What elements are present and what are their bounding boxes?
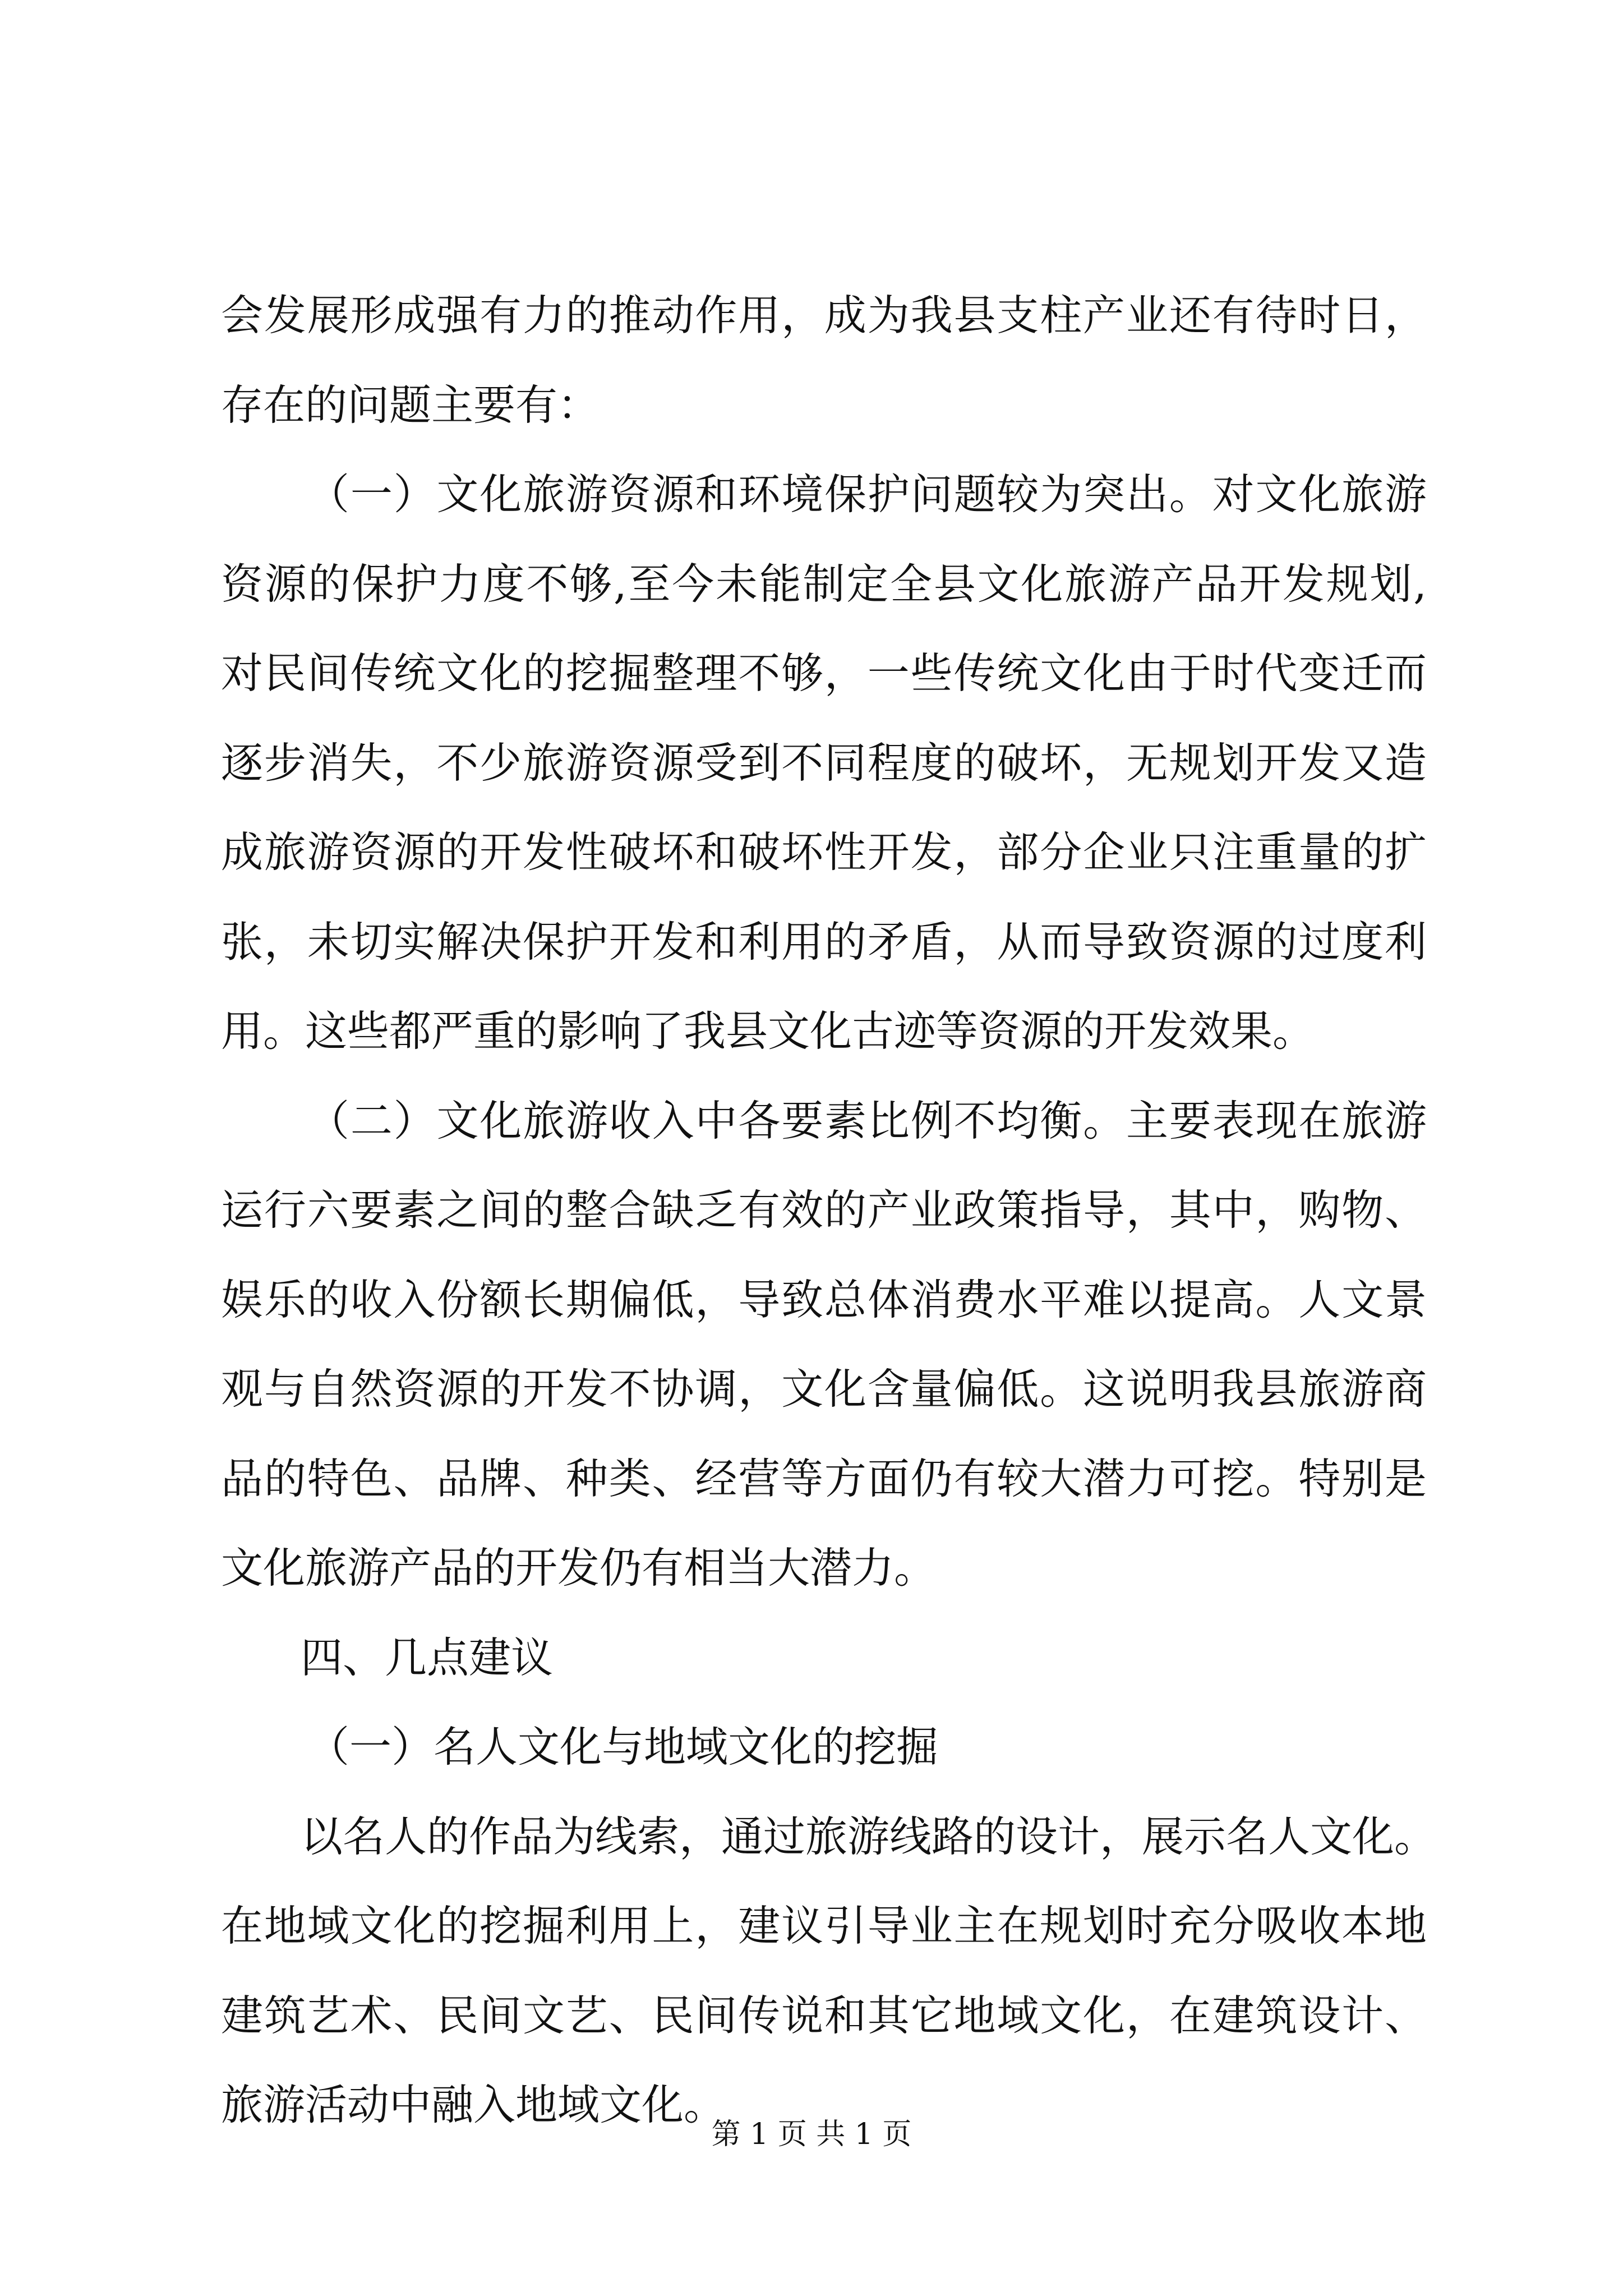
body-line: 娱乐的收入份额长期偏低，导致总体消费水平难以提高。人文景 [221, 1274, 1427, 1324]
body-line: 运行六要素之间的整合缺乏有效的产业政策指导，其中，购物、 [221, 1185, 1427, 1235]
body-line: 在地域文化的挖掘利用上，建议引导业主在规划时充分吸收本地 [221, 1901, 1427, 1950]
subsection-heading: （一）名人文化与地域文化的挖掘 [307, 1722, 939, 1772]
body-line: 建筑艺术、民间文艺、民间传说和其它地域文化，在建筑设计、 [221, 1990, 1427, 2040]
body-line: 存在的问题主要有： [221, 380, 600, 430]
body-line: 资源的保护力度不够,至今未能制定全县文化旅游产品开发规划, [221, 559, 1427, 609]
body-line: 文化旅游产品的开发仍有相当大潜力。 [221, 1543, 937, 1593]
body-line: 对民间传统文化的挖掘整理不够，一些传统文化由于时代变迁而 [221, 648, 1427, 698]
body-line: 用。这些都严重的影响了我县文化古迹等资源的开发效果。 [221, 1006, 1315, 1056]
body-line: 会发展形成强有力的推动作用，成为我县支柱产业还有待时日， [221, 291, 1427, 340]
body-line: 旅游活动中融入地域文化。 [221, 2080, 726, 2129]
page-number-label: 第 1 页 共 1 页 [711, 2118, 912, 2151]
paragraph-heading-line: （二）文化旅游收入中各要素比例不均衡。主要表现在旅游 [307, 1096, 1427, 1145]
section-heading: 四、几点建议 [301, 1632, 554, 1682]
paragraph-heading-line: （一）文化旅游资源和环境保护问题较为突出。对文化旅游 [307, 470, 1427, 519]
body-line: 成旅游资源的开发性破坏和破坏性开发，部分企业只注重量的扩 [221, 827, 1427, 877]
body-line: 逐步消失，不少旅游资源受到不同程度的破坏，无规划开发又造 [221, 738, 1427, 788]
body-line: 品的特色、品牌、种类、经营等方面仍有较大潜力可挖。特别是 [221, 1453, 1427, 1503]
body-line: 张，未切实解决保护开发和利用的矛盾，从而导致资源的过度利 [221, 917, 1427, 967]
page-footer [0, 2115, 1623, 2154]
body-line: 观与自然资源的开发不协调，文化含量偏低。这说明我县旅游商 [221, 1364, 1427, 1414]
paragraph-heading-line: 以名人的作品为线索，通过旅游线路的设计，展示名人文化。 [301, 1811, 1437, 1861]
document-body [221, 271, 1437, 2150]
